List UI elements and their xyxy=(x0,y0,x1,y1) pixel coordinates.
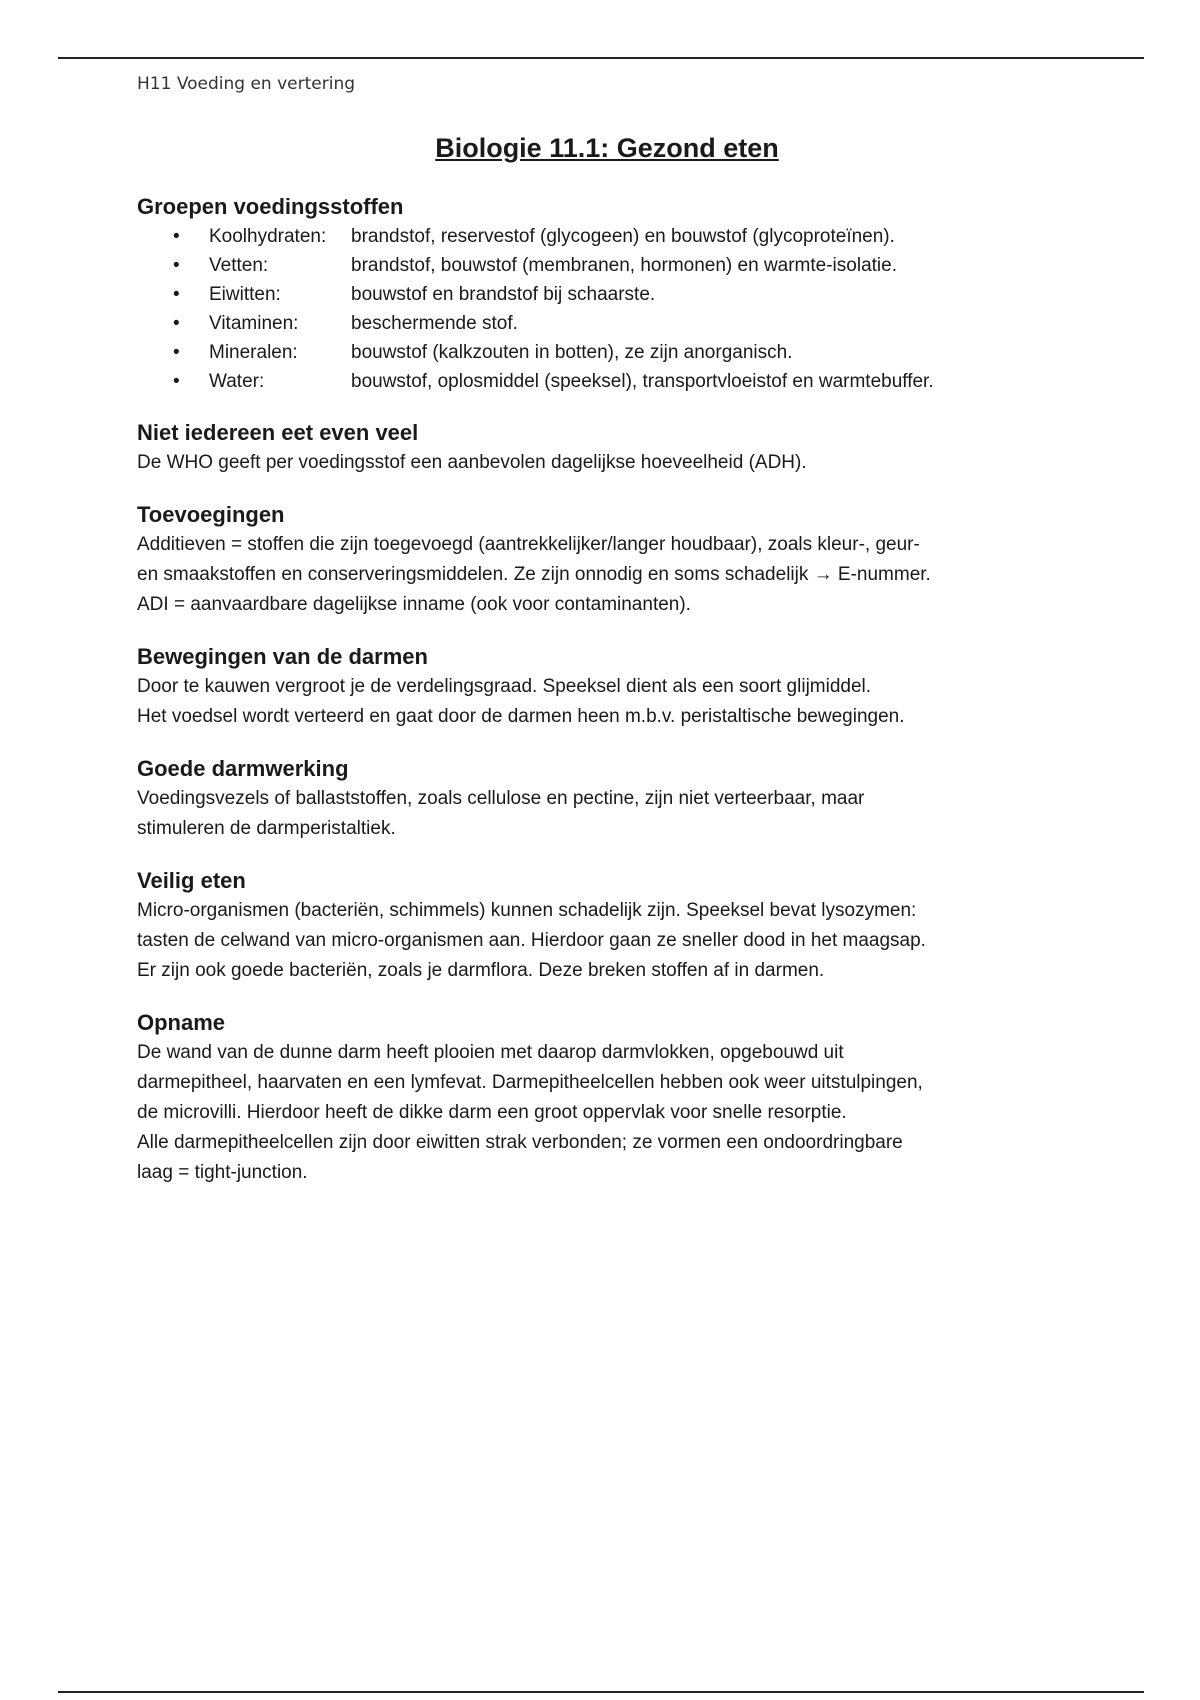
paragraph-line: Het voedsel wordt verteerd en gaat door de darmen heen m.b.v. peristaltische bewegingen. xyxy=(137,706,905,727)
list-item xyxy=(173,367,1077,396)
section-heading: Toevoegingen xyxy=(137,502,285,527)
paragraph-line: laag = tight-junction. xyxy=(137,1162,308,1183)
nutrient-term: Mineralen: xyxy=(209,342,298,363)
bullet-icon: • xyxy=(173,255,180,276)
section-heading: Bewegingen van de darmen xyxy=(137,644,428,669)
section-bewegingen xyxy=(137,642,1077,732)
paragraph-line: Er zijn ook goede bacteriën, zoals je darmflora. Deze breken stoffen af in darmen. xyxy=(137,960,825,981)
paragraph-line: darmepitheel, haarvaten en een lymfevat. Darmepitheelcellen hebben ook weer uitstulpingen, xyxy=(137,1072,923,1093)
paragraph-line: tasten de celwand van micro-organismen aan. Hierdoor gaan ze sneller dood in het maagsap. xyxy=(137,930,926,951)
bullet-icon: • xyxy=(173,371,180,392)
section-opname xyxy=(137,1008,1077,1188)
nutrient-term: Koolhydraten: xyxy=(209,226,327,247)
paragraph-line: Door te kauwen vergroot je de verdelingsgraad. Speeksel dient als een soort glijmiddel. xyxy=(137,676,872,697)
nutrient-list xyxy=(137,222,1077,396)
paragraph-line: en smaakstoffen en conserveringsmiddelen. Ze zijn onnodig en soms schadelijk → E-nummer. xyxy=(137,564,931,585)
nutrient-description: brandstof, reservestof (glycogeen) en bouwstof (glycoproteïnen). xyxy=(351,226,895,247)
paragraph-line: De wand van de dunne darm heeft plooien met daarop darmvlokken, opgebouwd uit xyxy=(137,1042,844,1063)
bullet-icon: • xyxy=(173,313,180,334)
section-niet-iedereen xyxy=(137,418,1077,478)
header-rule xyxy=(58,57,1144,59)
bullet-icon: • xyxy=(173,342,180,363)
document-title: Biologie 11.1: Gezond eten xyxy=(435,133,779,163)
paragraph-line: ADI = aanvaardbare dagelijkse inname (ook voor contaminanten). xyxy=(137,594,691,615)
paragraph-line: stimuleren de darmperistaltiek. xyxy=(137,818,396,839)
document-body xyxy=(137,130,1077,1210)
nutrient-description: beschermende stof. xyxy=(351,313,518,334)
paragraph-line: Alle darmepitheelcellen zijn door eiwitten strak verbonden; ze vormen een ondoordringbare xyxy=(137,1132,903,1153)
list-item xyxy=(173,251,1077,280)
bullet-icon: • xyxy=(173,226,180,247)
nutrient-description: bouwstof, oplosmiddel (speeksel), transportvloeistof en warmtebuffer. xyxy=(351,371,934,392)
nutrient-description: brandstof, bouwstof (membranen, hormonen) en warmte-isolatie. xyxy=(351,255,897,276)
footer-rule xyxy=(58,1691,1144,1693)
section-veilig-eten xyxy=(137,866,1077,986)
list-item xyxy=(173,338,1077,367)
bullet-icon: • xyxy=(173,284,180,305)
nutrient-description: bouwstof en brandstof bij schaarste. xyxy=(351,284,656,305)
nutrient-description: bouwstof (kalkzouten in botten), ze zijn anorganisch. xyxy=(351,342,793,363)
nutrient-term: Vitaminen: xyxy=(209,313,299,334)
list-item xyxy=(173,222,1077,251)
section-heading: Opname xyxy=(137,1010,226,1035)
section-heading: Veilig eten xyxy=(137,868,246,893)
paragraph-line: De WHO geeft per voedingsstof een aanbevolen dagelijkse hoeveelheid (ADH). xyxy=(137,452,807,473)
section-toevoegingen xyxy=(137,500,1077,620)
paragraph-line: Micro-organismen (bacteriën, schimmels) kunnen schadelijk zijn. Speeksel bevat lysozymen: xyxy=(137,900,917,921)
nutrient-term: Water: xyxy=(209,371,265,392)
section-heading: Goede darmwerking xyxy=(137,756,349,781)
list-item xyxy=(173,309,1077,338)
section-groepen-voedingsstoffen xyxy=(137,192,1077,396)
running-header: H11 Voeding en vertering xyxy=(137,74,356,94)
section-heading: Groepen voedingsstoffen xyxy=(137,194,404,219)
section-heading: Niet iedereen eet even veel xyxy=(137,420,419,445)
section-goede-darmwerking xyxy=(137,754,1077,844)
paragraph-line: de microvilli. Hierdoor heeft de dikke darm een groot oppervlak voor snelle resorptie. xyxy=(137,1102,847,1123)
nutrient-term: Vetten: xyxy=(209,255,269,276)
nutrient-term: Eiwitten: xyxy=(209,284,281,305)
paragraph-line: Voedingsvezels of ballaststoffen, zoals cellulose en pectine, zijn niet verteerbaar, maar xyxy=(137,788,865,809)
paragraph-line: Additieven = stoffen die zijn toegevoegd (aantrekkelijker/langer houdbaar), zoals kleur-, geur- xyxy=(137,534,920,555)
list-item xyxy=(173,280,1077,309)
